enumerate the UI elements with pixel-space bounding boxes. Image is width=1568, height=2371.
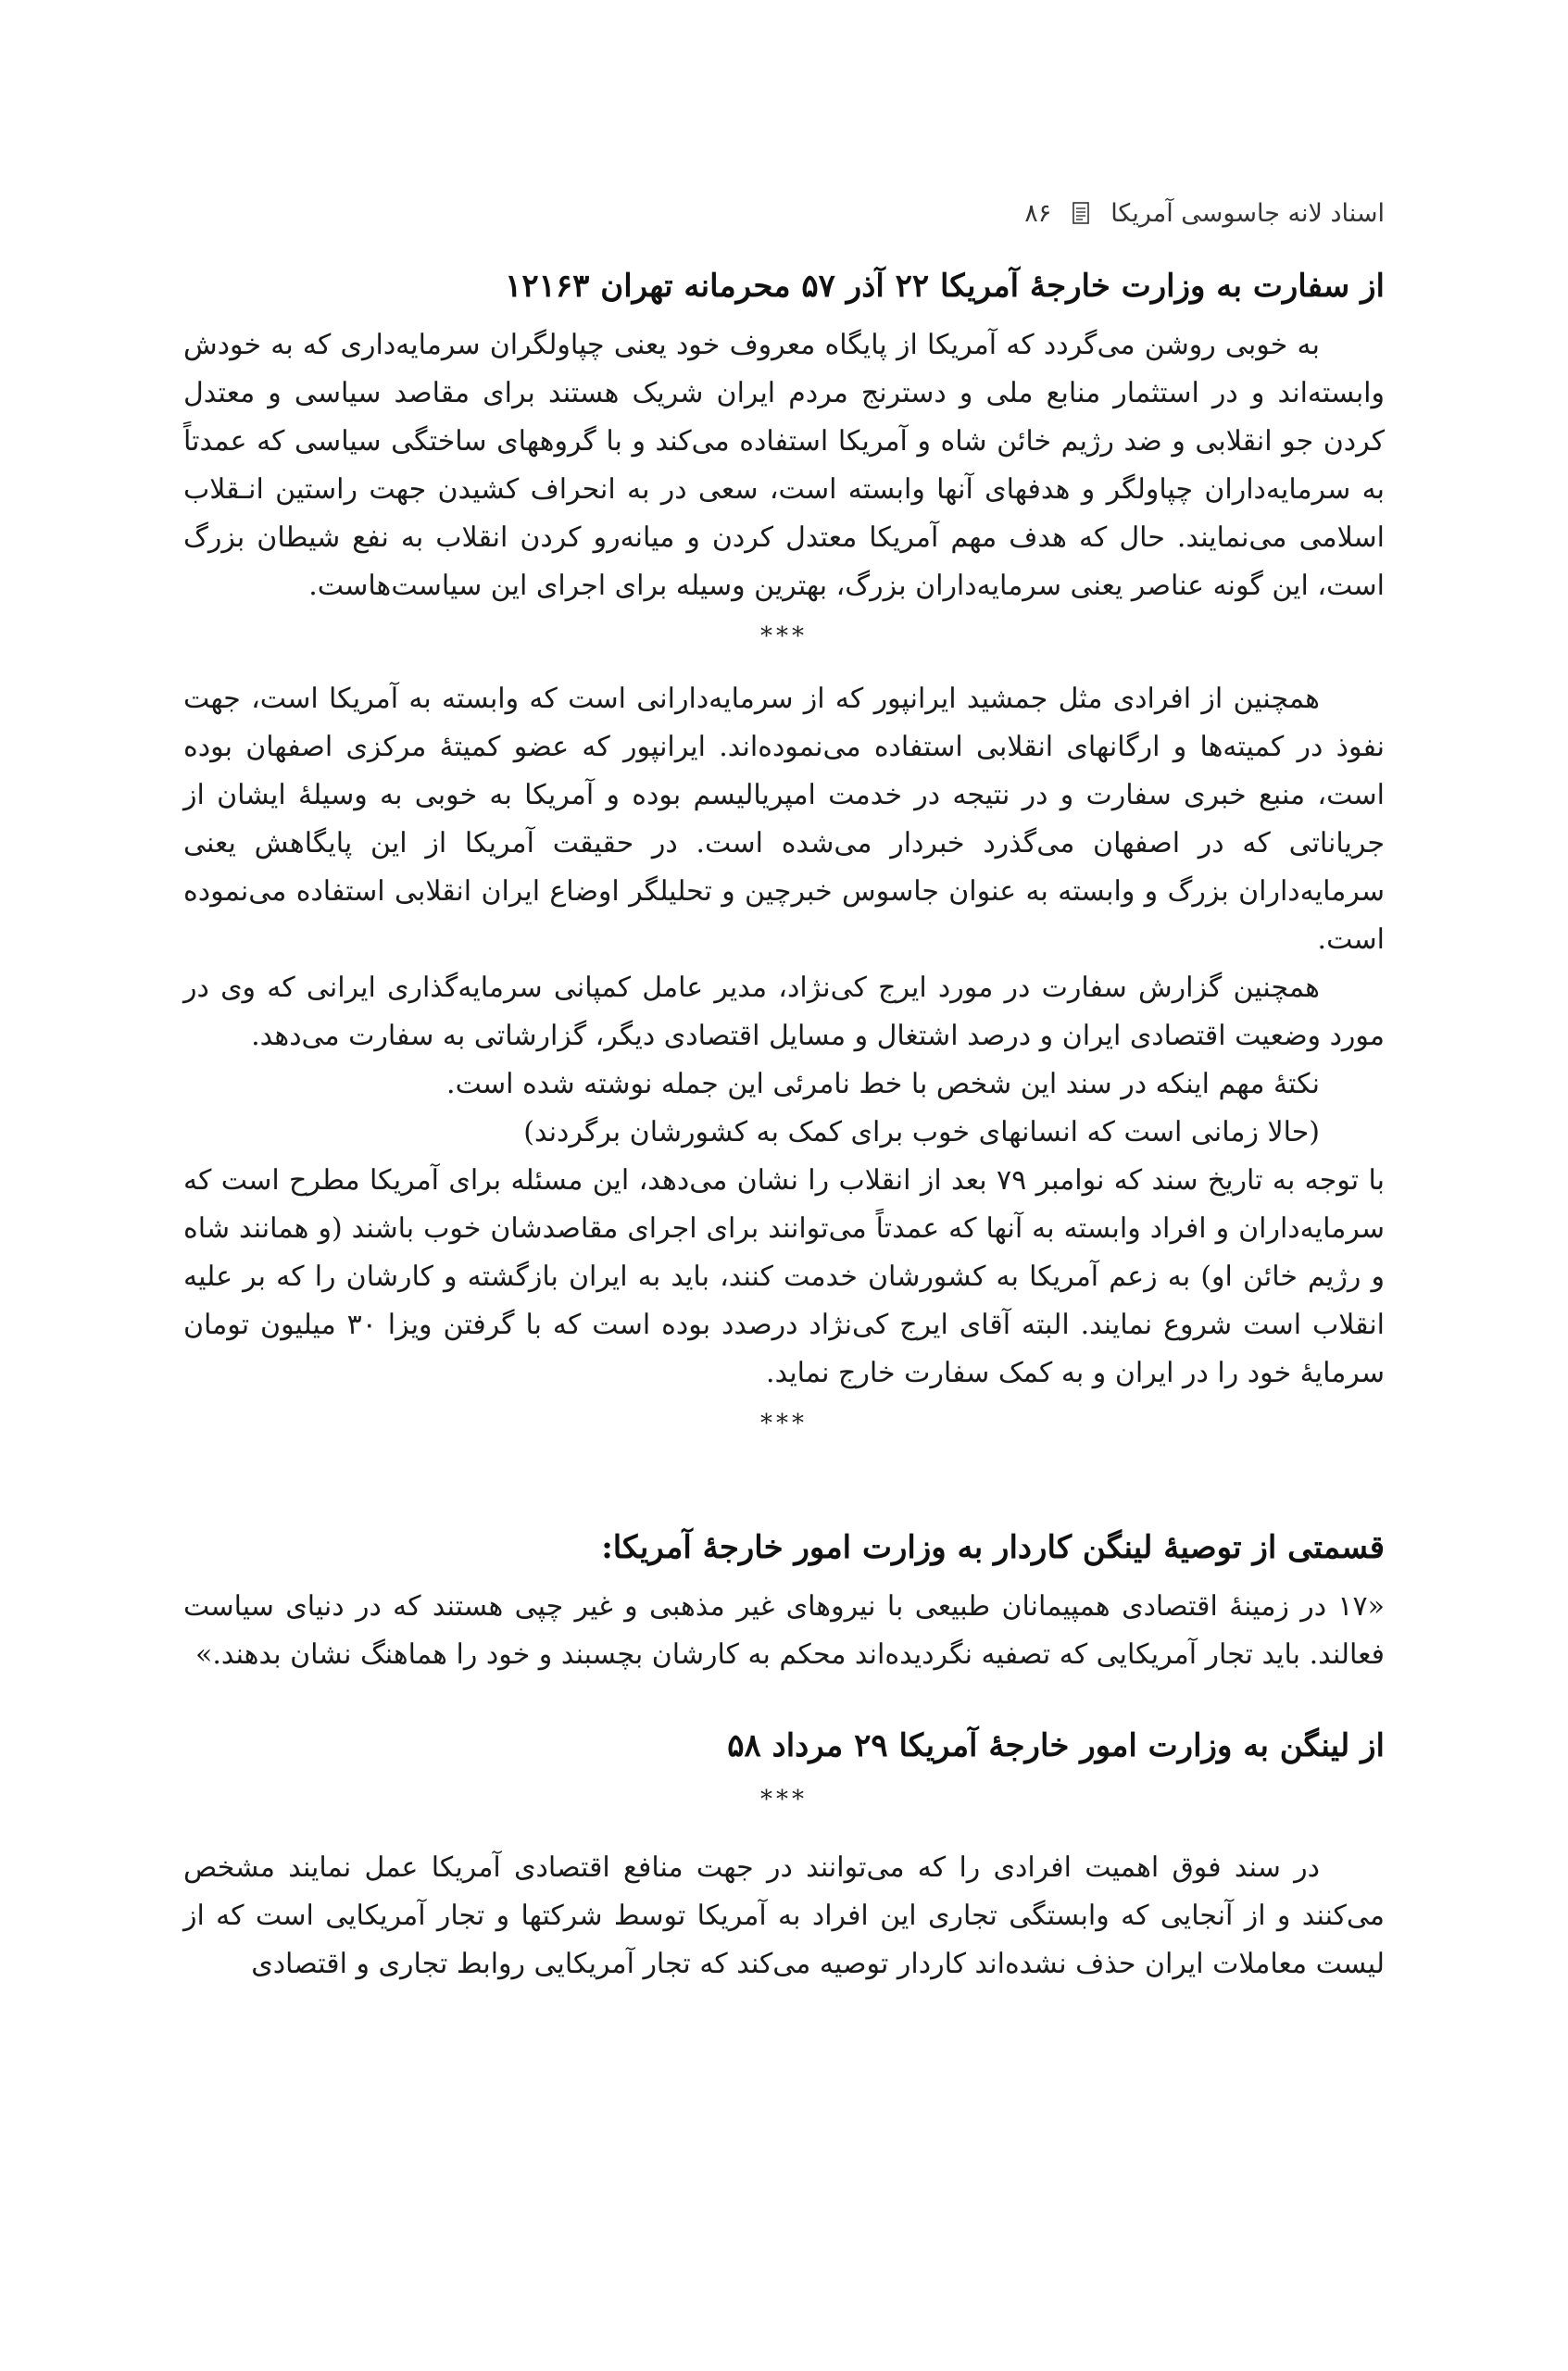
section-title-3: از لینگن به وزارت امور خارجهٔ آمریکا ۲۹ مرداد ۵۸ [727, 1727, 1385, 1764]
page-number: ۸۶ [1024, 198, 1052, 228]
document-icon [1072, 202, 1090, 224]
paragraph-1: به خوبی روشن می‌گردد که آمریکا از پایگاه معروف خود یعنی چپاولگران سرمایه‌داری که به خودش وابسته‌اند و در استثمار منابع ملی و دسترنج مردم ایران شریک هستند برای مقاصد سیاسی و معتدل کردن جو انقلابی و ضد رژیم خائن شاه و آمریکا استفاده می‌کند و با گروههای ساختگی سیاسی که عمدتاً به سرمایه‌داران چپاولگر و هدفهای آنها وابسته است، سعی در به انحراف کشیدن جهت راستین انـقلاب اسلامی می‌نمایند. حال که هدف مهم آمریکا معتدل کردن و میانه‌رو کردن انقلاب به نفع شیطان بزرگ است، این گونه عناصر یعنی سرمایه‌داران بزرگ، بهترین وسیله برای اجرای این سیاست‌هاست. [183, 329, 1385, 602]
section-title-2: قسمتی از توصیهٔ لینگن کاردار به وزارت امور خارجهٔ آمریکا: [601, 1529, 1385, 1566]
running-head [183, 190, 1385, 236]
paragraph-3: همچنین گزارش سفارت در مورد ایرج کی‌نژاد، مدیر عامل کمپانی سرمایه‌گذاری ایرانی که وی در مورد وضعیت اقتصادی ایران و درصد اشتغال و مسایل اقتصادی دیگر، گزارشاتی به سفارت می‌دهد. [183, 972, 1385, 1052]
section-separator-1: *** [760, 622, 808, 650]
book-title: اسناد لانه جاسوسی آمریکا [1110, 198, 1385, 228]
paragraph-2: همچنین از افرادی مثل جمشید ایرانپور که از سرمایه‌دارانی است که وابسته به آمریکا است، جهت نفوذ در کمیته‌ها و ارگانهای انقلابی استفاده می‌نموده‌اند. ایرانپور که عضو کمیتهٔ مرکزی اصفهان بوده است، منبع خبری سفارت و در نتیجه در خدمت امپریالیسم بوده و آمریکا به خوبی به وسیلهٔ ایشان از جریاناتی که در اصفهان می‌گذرد خبردار می‌شده است. در حقیقت آمریکا از این پایگاهش یعنی سرمایه‌داران بزرگ و وابسته به عنوان جاسوس خبرچین و تحلیلگر اوضاع ایران انقلابی استفاده می‌نموده است. [183, 683, 1385, 956]
paragraph-6: با توجه به تاریخ سند که نوامبر ۷۹ بعد از انقلاب را نشان می‌دهد، این مسئله برای آمریکا مطرح است که سرمایه‌داران و افراد وابسته به آنها که عمدتاً می‌توانند برای اجرای مقاصدشان خوب باشند (و همانند شاه و رژیم خائن او) به زعم آمریکا به کشورشان خدمت کنند، باید به ایران بازگشته و کارشان را که بر علیه انقلاب است شروع نمایند. البته آقای ایرج کی‌نژاد درصدد بوده است که با گرفتن ویزا ۳۰ میلیون تومان سرمایهٔ خود را در ایران و به کمک سفارت خارج نماید. [183, 1164, 1386, 1389]
section-separator-2: *** [760, 1410, 808, 1437]
section-separator-3: *** [760, 1786, 808, 1813]
paragraph-4: نکتهٔ مهم اینکه در سند این شخص با خط نامرئی این جمله نوشته شده است. [446, 1068, 1320, 1100]
section-title-1: از سفارت به وزارت خارجهٔ آمریکا ۲۲ آذر ۵۷ محرمانه تهران ۱۲۱۶۳ [505, 268, 1385, 305]
paragraph-7: در سند فوق اهمیت افرادی را که می‌توانند در جهت منافع اقتصادی آمریکا عمل نمایند مشخص می‌کنند و از آنجایی که وابستگی تجاری این افراد به آمریکا توسط شرکتها و تجار آمریکایی است که از لیست معاملات ایران حذف نشده‌اند کاردار توصیه می‌کند که تجار آمریکایی روابط تجاری و اقتصادی [183, 1851, 1385, 1980]
paragraph-5: (حالا زمانی است که انسانهای خوب برای کمک به کشورشان برگردند) [523, 1116, 1320, 1148]
quote-paragraph: «۱۷ در زمینهٔ اقتصادی همپیمانان طبیعی با نیروهای غیر مذهبی و غیر چپی هستند که در دنیای سیاست فعالند. باید تجار آمریکایی که تصفیه نگردیده‌اند محکم به کارشان بچسبند و خود را هماهنگ نشان بدهند.» [183, 1590, 1385, 1671]
